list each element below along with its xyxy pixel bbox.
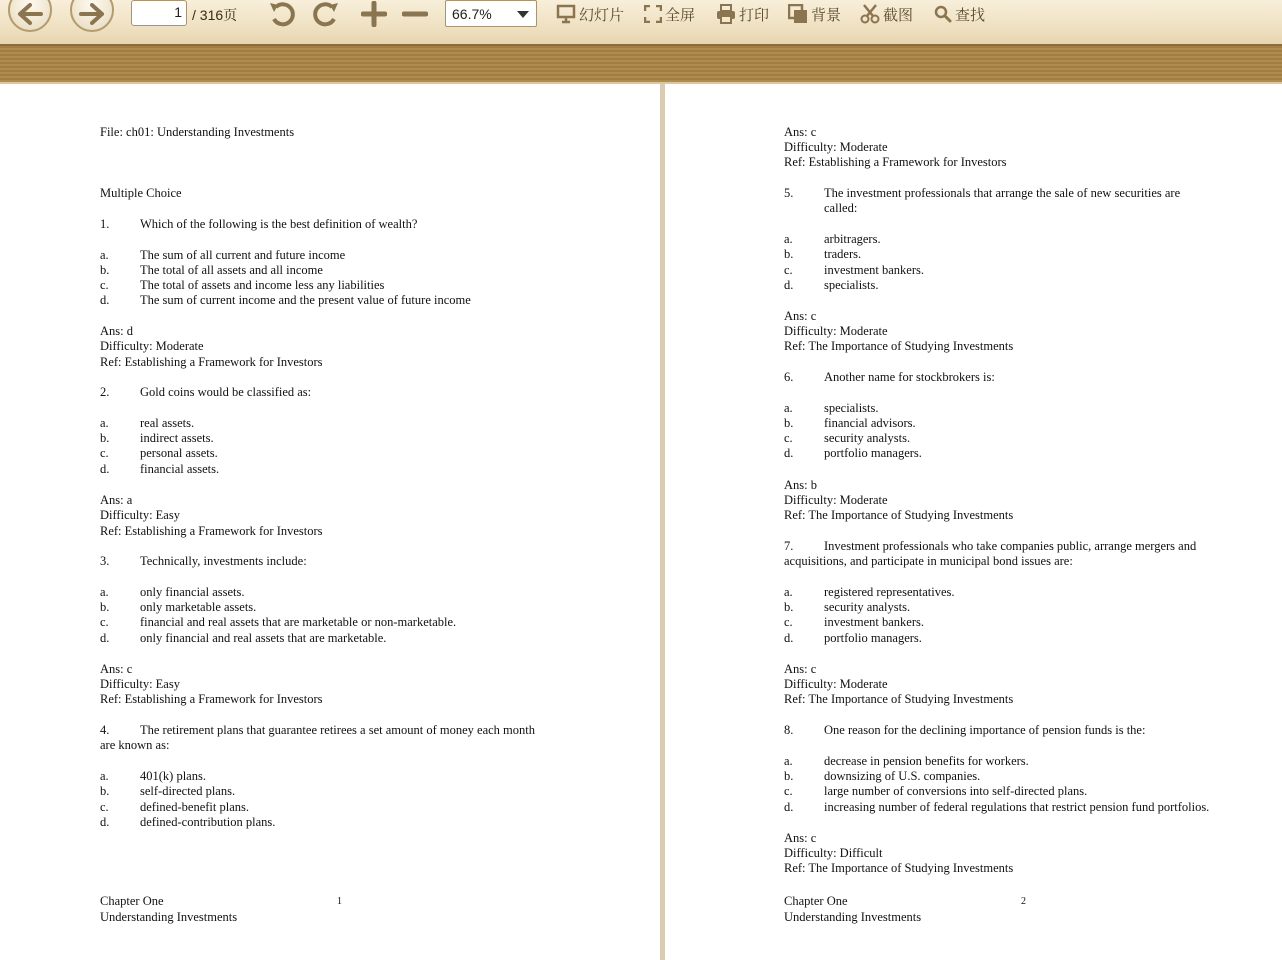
toolbar-band xyxy=(0,46,1282,84)
fullscreen-icon xyxy=(644,5,662,23)
option-letter: d. xyxy=(100,631,110,645)
document-page-1 xyxy=(0,84,660,960)
answer-line: Ans: c xyxy=(784,309,817,323)
question-number: 8. xyxy=(784,723,794,737)
footer-subtitle: Understanding Investments xyxy=(100,910,238,924)
option-letter: a. xyxy=(100,585,109,599)
printer-icon xyxy=(716,4,736,24)
footer-chapter: Chapter One xyxy=(100,894,164,908)
option-letter: a. xyxy=(784,585,793,599)
option-text: specialists. xyxy=(824,401,879,415)
rotate-right-button[interactable] xyxy=(310,1,340,27)
reference-line: Ref: The Importance of Studying Investments xyxy=(784,339,1014,353)
option-text: defined-benefit plans. xyxy=(140,800,249,814)
option-text: The sum of all current and future income xyxy=(140,248,346,262)
zoom-value: 66.7% xyxy=(452,6,492,22)
question-text-continued: called: xyxy=(824,201,858,215)
option-letter: d. xyxy=(784,446,794,460)
option-letter: c. xyxy=(784,263,793,277)
rotate-left-icon xyxy=(268,1,298,27)
page-number: 2 xyxy=(1021,896,1026,907)
forward-button[interactable] xyxy=(70,0,114,32)
question-number: 7. xyxy=(784,539,794,553)
option-letter: b. xyxy=(784,247,794,261)
question-text: Which of the following is the best definition of wealth? xyxy=(140,217,418,231)
document-viewer[interactable] xyxy=(0,84,1282,960)
option-letter: d. xyxy=(784,631,794,645)
option-text: large number of conversions into self-directed plans. xyxy=(824,784,1088,798)
reference-line: Ref: The Importance of Studying Investments xyxy=(784,508,1014,522)
question-text-continued: are known as: xyxy=(100,738,170,752)
question-number: 6. xyxy=(784,370,794,384)
option-text: only financial assets. xyxy=(140,585,245,599)
option-letter: c. xyxy=(100,800,109,814)
find-button[interactable] xyxy=(934,3,985,25)
arrow-right-icon xyxy=(78,3,106,25)
file-line: File: ch01: Understanding Investments xyxy=(100,125,295,139)
difficulty-line: Difficulty: Moderate xyxy=(784,677,888,691)
option-text: increasing number of federal regulations that restrict pension fund portfolios. xyxy=(824,800,1210,814)
option-letter: b. xyxy=(784,416,794,430)
zoom-out-button[interactable] xyxy=(402,1,428,27)
background-icon xyxy=(788,4,808,24)
fullscreen-button[interactable] xyxy=(644,3,695,25)
option-letter: a. xyxy=(100,416,109,430)
option-letter: c. xyxy=(784,784,793,798)
option-text: security analysts. xyxy=(824,431,911,445)
back-button[interactable] xyxy=(8,0,52,32)
option-text: investment bankers. xyxy=(824,263,924,277)
footer-chapter: Chapter One xyxy=(784,894,848,908)
option-letter: b. xyxy=(100,263,110,277)
plus-icon xyxy=(361,1,387,27)
option-letter: a. xyxy=(784,232,793,246)
reference-line: Ref: Establishing a Framework for Investors xyxy=(784,155,1007,169)
option-letter: d. xyxy=(100,462,110,476)
fullscreen-label: 全屏 xyxy=(665,5,696,24)
question-number: 5. xyxy=(784,186,794,200)
background-label: 背景 xyxy=(811,5,842,24)
option-text: only marketable assets. xyxy=(140,600,257,614)
option-letter: a. xyxy=(100,248,109,262)
answer-line: Ans: c xyxy=(100,662,133,676)
option-letter: c. xyxy=(100,446,109,460)
question-number: 4. xyxy=(100,723,110,737)
search-icon xyxy=(934,5,952,23)
zoom-in-button[interactable] xyxy=(361,1,387,27)
option-letter: a. xyxy=(784,401,793,415)
option-text: 401(k) plans. xyxy=(140,769,206,783)
answer-line: Ans: c xyxy=(784,125,817,139)
option-text: decrease in pension benefits for workers. xyxy=(824,754,1029,768)
question-number: 2. xyxy=(100,385,110,399)
zoom-select[interactable] xyxy=(445,0,537,27)
option-text: portfolio managers. xyxy=(824,631,922,645)
answer-line: Ans: c xyxy=(784,831,817,845)
option-letter: b. xyxy=(100,431,110,445)
option-text: The total of all assets and all income xyxy=(140,263,323,277)
answer-line: Ans: b xyxy=(784,478,817,492)
option-text: financial and real assets that are marketable or non-marketable. xyxy=(140,615,457,629)
option-text: traders. xyxy=(824,247,862,261)
option-text: personal assets. xyxy=(140,446,218,460)
screenshot-label: 截图 xyxy=(883,5,914,24)
difficulty-line: Difficulty: Easy xyxy=(100,677,180,691)
option-letter: c. xyxy=(784,615,793,629)
reference-line: Ref: The Importance of Studying Investments xyxy=(784,861,1014,875)
footer-subtitle: Understanding Investments xyxy=(784,910,922,924)
rotate-right-icon xyxy=(310,1,340,27)
difficulty-line: Difficulty: Moderate xyxy=(784,140,888,154)
reference-line: Ref: Establishing a Framework for Investors xyxy=(100,355,323,369)
option-letter: a. xyxy=(784,754,793,768)
document-page-2 xyxy=(665,84,1282,960)
option-text: financial advisors. xyxy=(824,416,916,430)
toolbar xyxy=(0,0,1282,46)
option-letter: b. xyxy=(784,769,794,783)
option-letter: d. xyxy=(100,815,110,829)
option-text: specialists. xyxy=(824,278,879,292)
question-text: Investment professionals who take companies public, arrange mergers and xyxy=(824,539,1197,553)
option-text: The total of assets and income less any liabilities xyxy=(140,278,385,292)
option-letter: c. xyxy=(100,278,109,292)
option-text: financial assets. xyxy=(140,462,220,476)
option-letter: c. xyxy=(100,615,109,629)
option-letter: d. xyxy=(784,800,794,814)
find-label: 查找 xyxy=(955,5,986,24)
option-letter: a. xyxy=(100,769,109,783)
option-text: arbitragers. xyxy=(824,232,881,246)
slideshow-label: 幻灯片 xyxy=(579,5,625,24)
option-letter: b. xyxy=(784,600,794,614)
option-text: portfolio managers. xyxy=(824,446,922,460)
print-label: 打印 xyxy=(739,5,770,24)
option-text: registered representatives. xyxy=(824,585,955,599)
option-text: security analysts. xyxy=(824,600,911,614)
question-text-continued: acquisitions, and participate in municipal bond issues are: xyxy=(784,554,1073,568)
option-text: indirect assets. xyxy=(140,431,214,445)
question-number: 1. xyxy=(100,217,110,231)
chevron-down-icon xyxy=(517,11,529,18)
option-letter: d. xyxy=(100,293,110,307)
question-text: Gold coins would be classified as: xyxy=(140,385,312,399)
answer-line: Ans: c xyxy=(784,662,817,676)
option-text: downsizing of U.S. companies. xyxy=(824,769,981,783)
difficulty-line: Difficulty: Easy xyxy=(100,508,180,522)
page-number: 1 xyxy=(337,896,342,907)
print-button[interactable] xyxy=(716,3,769,25)
difficulty-line: Difficulty: Moderate xyxy=(784,324,888,338)
option-text: The sum of current income and the present value of future income xyxy=(140,293,471,307)
projector-icon xyxy=(556,4,576,24)
reference-line: Ref: The Importance of Studying Investments xyxy=(784,692,1014,706)
option-text: defined-contribution plans. xyxy=(140,815,276,829)
difficulty-line: Difficulty: Moderate xyxy=(784,493,888,507)
option-letter: b. xyxy=(100,600,110,614)
answer-line: Ans: a xyxy=(100,493,133,507)
question-text: The retirement plans that guarantee retirees a set amount of money each month xyxy=(140,723,535,737)
background-button[interactable] xyxy=(788,3,841,25)
question-text: One reason for the declining importance of pension funds is the: xyxy=(824,723,1146,737)
question-number: 3. xyxy=(100,554,110,568)
question-text: The investment professionals that arrange the sale of new securities are xyxy=(824,186,1181,200)
section-heading: Multiple Choice xyxy=(100,186,182,200)
page-total-label: / 316页 xyxy=(192,7,238,23)
minus-icon xyxy=(402,1,428,27)
difficulty-line: Difficulty: Moderate xyxy=(100,339,204,353)
answer-line: Ans: d xyxy=(100,324,133,338)
option-text: only financial and real assets that are marketable. xyxy=(140,631,387,645)
slideshow-button[interactable] xyxy=(556,3,624,25)
arrow-left-icon xyxy=(16,3,44,25)
option-letter: b. xyxy=(100,784,110,798)
option-letter: c. xyxy=(784,431,793,445)
option-text: real assets. xyxy=(140,416,195,430)
difficulty-line: Difficulty: Difficult xyxy=(784,846,883,860)
question-text: Another name for stockbrokers is: xyxy=(824,370,995,384)
option-letter: d. xyxy=(784,278,794,292)
option-text: investment bankers. xyxy=(824,615,924,629)
screenshot-button[interactable] xyxy=(860,3,913,25)
reference-line: Ref: Establishing a Framework for Investors xyxy=(100,692,323,706)
scissors-icon xyxy=(860,4,880,24)
reference-line: Ref: Establishing a Framework for Investors xyxy=(100,524,323,538)
question-text: Technically, investments include: xyxy=(140,554,307,568)
page-number-input[interactable]: 1 xyxy=(131,0,187,26)
rotate-left-button[interactable] xyxy=(268,1,298,27)
option-text: self-directed plans. xyxy=(140,784,236,798)
